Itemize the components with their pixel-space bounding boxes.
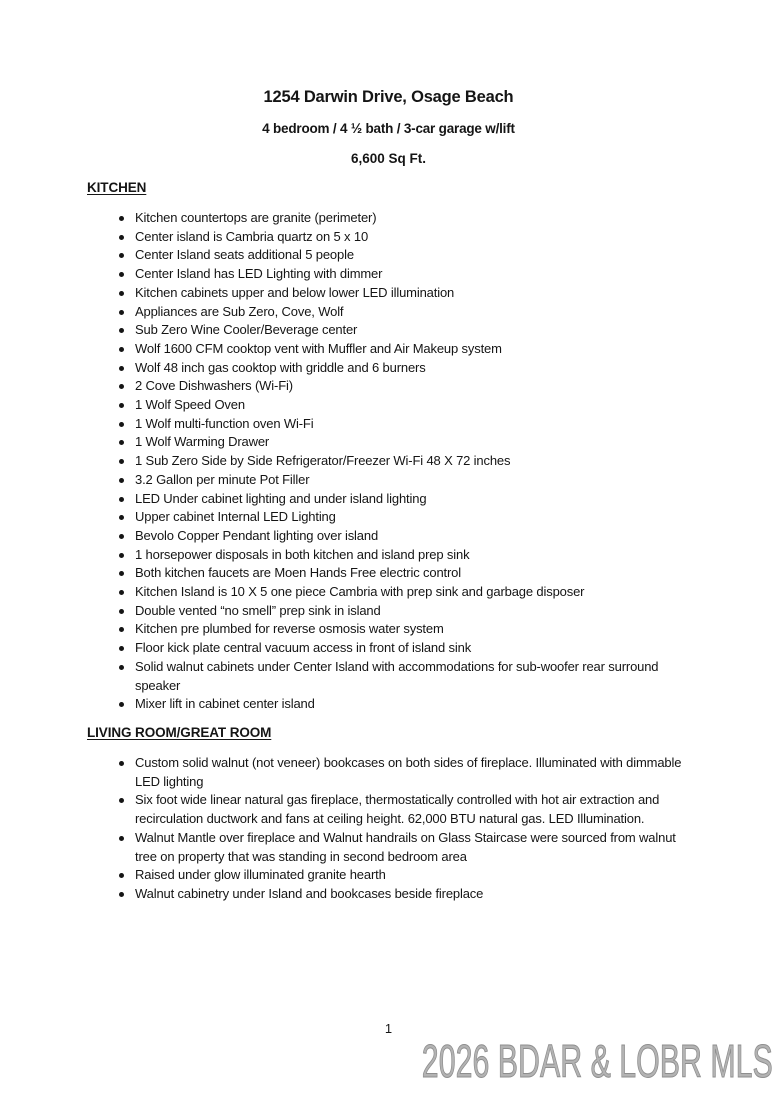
list-item: Bevolo Copper Pendant lighting over island: [87, 527, 700, 546]
section-heading: KITCHEN: [87, 180, 147, 195]
list-item: 1 Wolf multi-function oven Wi-Fi: [87, 415, 700, 434]
page-number: 1: [384, 1021, 393, 1036]
list-item: Appliances are Sub Zero, Cove, Wolf: [87, 303, 700, 322]
document-body: [87, 180, 700, 904]
list-item: 3.2 Gallon per minute Pot Filler: [87, 471, 700, 490]
list-item: Double vented “no smell” prep sink in island: [87, 602, 700, 621]
list-item: Center Island has LED Lighting with dimmer: [87, 265, 700, 284]
feature-list: [87, 754, 700, 904]
square-footage: 6,600 Sq Ft.: [350, 151, 427, 166]
section-heading: LIVING ROOM/GREAT ROOM: [87, 724, 272, 740]
list-item: Kitchen countertops are granite (perimeter): [87, 209, 700, 228]
list-item: 1 Wolf Warming Drawer: [87, 433, 700, 452]
list-item: Kitchen Island is 10 X 5 one piece Cambria with prep sink and garbage disposer: [87, 583, 700, 602]
list-item: Kitchen pre plumbed for reverse osmosis water system: [87, 620, 700, 639]
list-item: Six foot wide linear natural gas fireplace, thermostatically controlled with hot air extraction and recirculation ductwork and fans at ceiling height. 62,000 BTU natural gas. LED Illumination.: [87, 791, 700, 828]
list-item: Custom solid walnut (not veneer) bookcases on both sides of fireplace. Illuminated with dimmable LED lighting: [87, 754, 700, 791]
section-living-room-great-room: [87, 725, 700, 904]
list-item: 2 Cove Dishwashers (Wi-Fi): [87, 377, 700, 396]
list-item: Kitchen cabinets upper and below lower LED illumination: [87, 284, 700, 303]
list-item: 1 Sub Zero Side by Side Refrigerator/Freezer Wi-Fi 48 X 72 inches: [87, 452, 700, 471]
feature-list: [87, 209, 700, 714]
list-item: Floor kick plate central vacuum access in front of island sink: [87, 639, 700, 658]
list-item: LED Under cabinet lighting and under island lighting: [87, 490, 700, 509]
page-title: 1254 Darwin Drive, Osage Beach: [263, 88, 514, 106]
list-item: Wolf 1600 CFM cooktop vent with Muffler and Air Makeup system: [87, 340, 700, 359]
list-item: Walnut cabinetry under Island and bookcases beside fireplace: [87, 885, 700, 904]
list-item: Center island is Cambria quartz on 5 x 10: [87, 228, 700, 247]
list-item: Wolf 48 inch gas cooktop with griddle and 6 burners: [87, 359, 700, 378]
list-item: Center Island seats additional 5 people: [87, 246, 700, 265]
list-item: Mixer lift in cabinet center island: [87, 695, 700, 714]
list-item: Sub Zero Wine Cooler/Beverage center: [87, 321, 700, 340]
list-item: Both kitchen faucets are Moen Hands Free electric control: [87, 564, 700, 583]
section-kitchen: [87, 180, 700, 714]
mls-watermark: 2026 BDAR & LOBR MLS: [422, 1035, 773, 1087]
list-item: 1 horsepower disposals in both kitchen and island prep sink: [87, 546, 700, 565]
document-header: [0, 88, 777, 166]
list-item: Raised under glow illuminated granite hearth: [87, 866, 700, 885]
page-subtitle: 4 bedroom / 4 ½ bath / 3-car garage w/lift: [262, 121, 515, 136]
list-item: Upper cabinet Internal LED Lighting: [87, 508, 700, 527]
list-item: Solid walnut cabinets under Center Island with accommodations for sub-woofer rear surround speaker: [87, 658, 700, 695]
list-item: Walnut Mantle over fireplace and Walnut handrails on Glass Staircase were sourced from walnut tree on property that was standing in second bedroom area: [87, 829, 700, 866]
list-item: 1 Wolf Speed Oven: [87, 396, 700, 415]
